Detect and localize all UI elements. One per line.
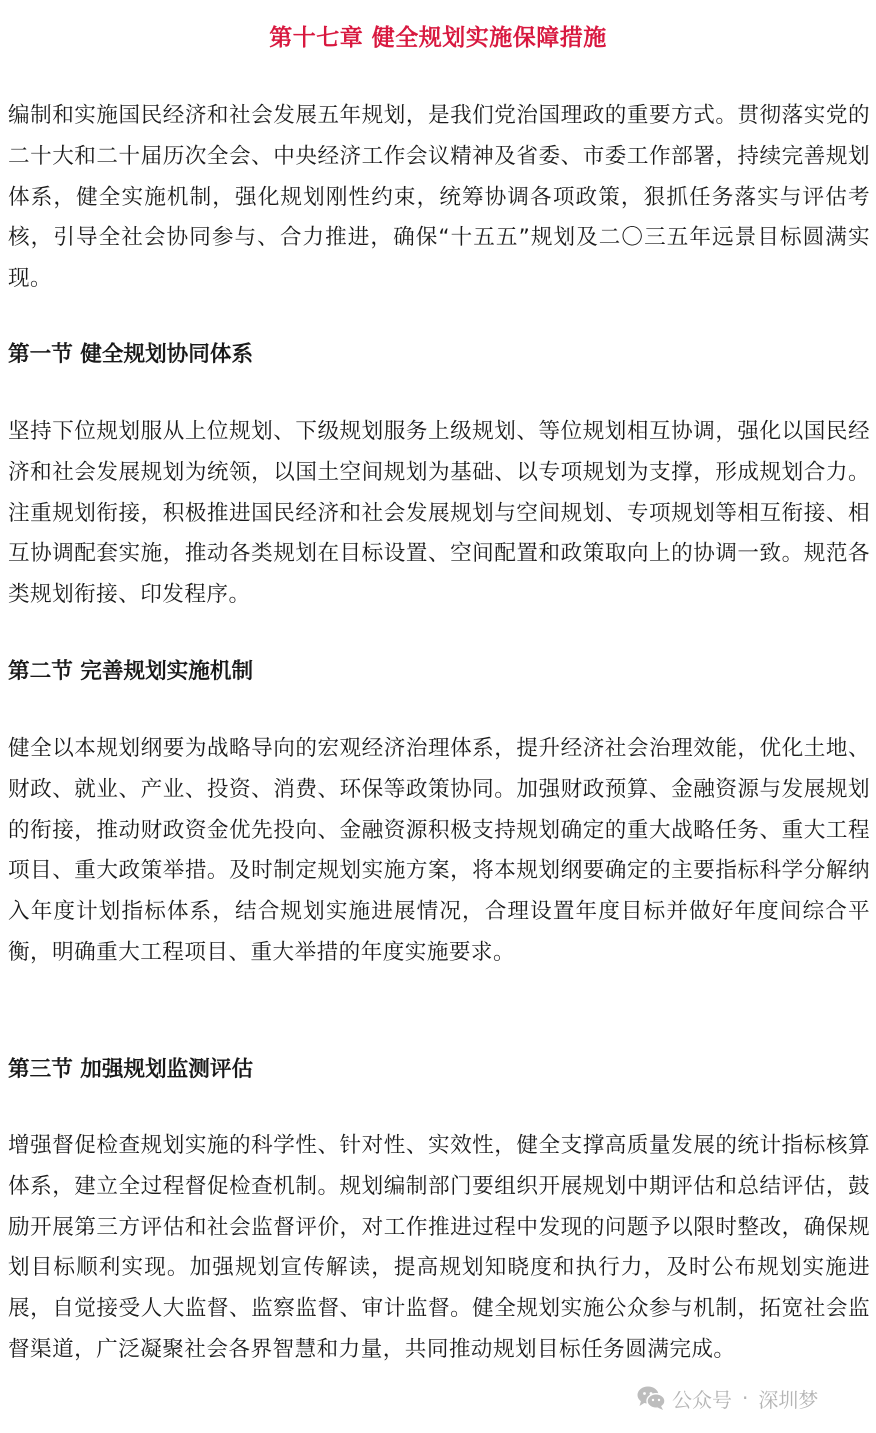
section-title-2: 第二节 完善规划实施机制 <box>8 659 254 684</box>
chapter-intro-paragraph: 编制和实施国民经济和社会发展五年规划，是我们党治国理政的重要方式。贯彻落实党的二十大和二十届历次全会、中央经济工作会议精神及省委、市委工作部署，持续完善规划体系，健全实施机制，强化规划刚性约束，统筹协调各项政策，狠抓任务落实与评估考核，引导全社会协同参与、合力推进，确保“十五五”规划及二〇三五年远景目标圆满实现。 <box>8 103 870 292</box>
watermark <box>636 1382 818 1414</box>
watermark-prefix: 公众号 <box>672 1387 732 1412</box>
wechat-icon <box>636 1385 666 1411</box>
section-body-3: 增强督促检查规划实施的科学性、针对性、实效性，健全支撑高质量发展的统计指标核算体系，建立全过程督促检查机制。规划编制部门要组织开展规划中期评估和总结评估，鼓励开展第三方评估和社会监督评价，对工作推进过程中发现的问题予以限时整改，确保规划目标顺利实现。加强规划宣传解读，提高规划知晓度和执行力，及时公布规划实施进展，自觉接受人大监督、监察监督、审计监督。健全规划实施公众参与机制，拓宽社会监督渠道，广泛凝聚社会各界智慧和力量，共同推动规划目标任务圆满完成。 <box>8 1133 870 1362</box>
watermark-account: 深圳梦 <box>758 1387 819 1412</box>
section-body-1: 坚持下位规划服从上位规划、下级规划服务上级规划、等位规划相互协调，强化以国民经济和社会发展规划为统领，以国土空间规划为基础、以专项规划为支撑，形成规划合力。注重规划衔接，积极推进国民经济和社会发展规划与空间规划、专项规划等相互衔接、相互协调配套实施，推动各类规划在目标设置、空间配置和政策取向上的协调一致。规范各类规划衔接、印发程序。 <box>8 419 870 608</box>
watermark-separator: · <box>742 1386 749 1410</box>
chapter-title: 第十七章 健全规划实施保障措施 <box>269 25 607 51</box>
section-body-2: 健全以本规划纲要为战略导向的宏观经济治理体系，提升经济社会治理效能，优化土地、财政、就业、产业、投资、消费、环保等政策协同。加强财政预算、金融资源与发展规划的衔接，推动财政资金优先投向、金融资源积极支持规划确定的重大战略任务、重大工程项目、重大政策举措。及时制定规划实施方案，将本规划纲要确定的主要指标科学分解纳入年度计划指标体系，结合规划实施进展情况，合理设置年度目标并做好年度间综合平衡，明确重大工程项目、重大举措的年度实施要求。 <box>8 736 870 965</box>
section-title-3: 第三节 加强规划监测评估 <box>8 1057 254 1082</box>
section-title-1: 第一节 健全规划协同体系 <box>8 342 254 367</box>
